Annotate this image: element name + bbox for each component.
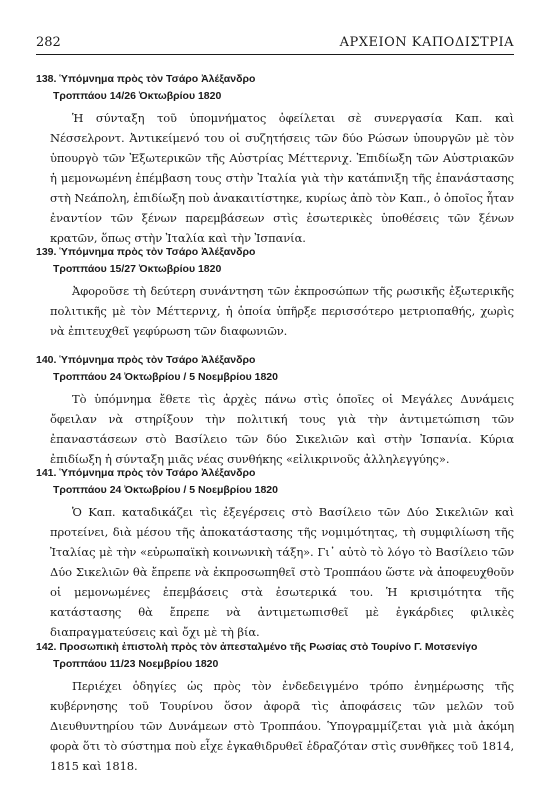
entry-heading: 141. Ὑπόμνημα πρὸς τὸν Τσάρο Ἀλέξανδρο (36, 467, 256, 479)
entry-heading: 138. Ὑπόμνημα πρὸς τὸν Τσάρο Ἀλέξανδρο (36, 73, 256, 85)
entry-142 (36, 639, 514, 776)
page-header (36, 35, 514, 50)
entry-date: Τροππάου 11/23 Νοεμβρίου 1820 (53, 658, 219, 670)
header-rule (36, 54, 514, 55)
entry-date: Τροππάου 14/26 Ὀκτωβρίου 1820 (53, 90, 222, 102)
entry-heading: 142. Προσωπικὴ ἐπιστολὴ πρὸς τὸν ἀπεσταλμένο τῆς Ρωσίας στὸ Τουρίνο Γ. Μοτσενίγο (36, 641, 478, 653)
entry-139 (36, 244, 514, 341)
entry-date: Τροππάου 24 Ὀκτωβρίου / 5 Νοεμβρίου 1820 (53, 371, 278, 383)
entry-141 (36, 465, 514, 642)
entry-heading: 139. Ὑπόμνημα πρὸς τὸν Τσάρο Ἀλέξανδρο (36, 246, 256, 258)
entry-body: Τὸ ὑπόμνημα ἔθετε τὶς ἀρχὲς πάνω στὶς ὁποῖες οἱ Μεγάλες Δυνάμεις ὄφειλαν νὰ στηρίξουν τὴν πολιτική τους γιὰ τὴν ἀντιμετώπιση τῶν ἐπαναστάσεων στὸ Βασίλειο τῶν δύο Σικελιῶν καὶ στὴν Ἰσπανία. Κύρια ἐπιδίωξη ἡ σύνταξη μιᾶς νέας συνθήκης «εἰλικρινοῦς ἀλληλεγγύης». (50, 392, 514, 466)
running-title: ΑΡΧΕΙΟΝ ΚΑΠΟΔΙΣΤΡΙΑ (339, 35, 514, 50)
entry-138 (36, 71, 514, 248)
entry-heading: 140. Ὑπόμνημα πρὸς τὸν Τσάρο Ἀλέξανδρο (36, 354, 256, 366)
entry-body: Ὁ Καπ. καταδικάζει τὶς ἐξεγέρσεις στὸ Βασίλειο τῶν Δύο Σικελιῶν καὶ προτείνει, διὰ μέσου τῆς ἀποκατάστασης τῆς νομιμότητας, τὴ συμφιλίωση τῆς Ἰταλίας μὲ τὴν «εὐρωπαϊκὴ κοινωνικὴ τάξη». Γι᾽ αὐτὸ τὸ λόγο τὸ Βασίλειο τῶν Δύο Σικελιῶν θὰ ἔπρεπε νὰ ἐκπροσωπηθεῖ στὸ Τροππάου ὥστε νὰ ἀποφευχθοῦν οἱ μεμονωμένες ἐπεμβάσεις στὰ ἐσωτερικά του. Ἡ κρισιμότητα τῆς κατάστασης θὰ ἔπρεπε νὰ ἀντιμετωπισθεῖ μὲ ἐγκάρδιες φιλικὲς διαπραγματεύσεις καὶ ὄχι μὲ τὴ βία. (50, 505, 514, 639)
entry-140 (36, 352, 514, 469)
entry-body: Περιέχει ὁδηγίες ὡς πρὸς τὸν ἐνδεδειγμένο τρόπο ἐνημέρωσης τῆς κυβέρνησης τοῦ Τουρίνου ὅσον ἀφορᾶ τὶς ἀποφάσεις τῶν μελῶν τοῦ Διευθυντηρίου τῶν Δυνάμεων στὸ Τροππάου. Ὑπογραμμίζεται γιὰ μιὰ ἀκόμη φορὰ ὅτι τὸ σύστημα ποὺ εἶχε ἐγκαθιδρυθεῖ ἑδραζόταν στὶς συνθῆκες τοῦ 1814, 1815 καὶ 1818. (50, 679, 514, 773)
entry-date: Τροππάου 15/27 Ὀκτωβρίου 1820 (53, 263, 222, 275)
entry-body: Ἡ σύνταξη τοῦ ὑπομνήματος ὀφείλεται σὲ συνεργασία Καπ. καὶ Νέσσελροντ. Ἀντικείμενό του οἱ συζητήσεις τῶν δύο Ρώσων ὑπουργῶν μὲ τὸν ὑπουργὸ τῶν Ἐξωτερικῶν τῆς Αὐστρίας Μέττερνιχ. Ἐπιδίωξη τῶν Αὐστριακῶν ἡ μεμονωμένη ἐπέμβαση τους στὴν Ἰταλία γιὰ τὴν κατάπνιξη τῆς ἐπανάστασης στὴ Νεάπολη, ἐπιδίωξη ποὺ ἀνακαιτίστηκε, κυρίως ἀπὸ τὸν Καπ., ὁ ὁποῖος ἦταν ἐναντίον τῶν ξένων παρεμβάσεων στὶς ἐσωτερικὲς ὑποθέσεις τῶν ξένων κρατῶν, ὅπως στὴν Ἰταλία καὶ τὴν Ἰσπανία. (50, 111, 514, 245)
entry-body: Ἀφοροῦσε τὴ δεύτερη συνάντηση τῶν ἐκπροσώπων τῆς ρωσικῆς ἐξωτερικῆς πολιτικῆς μὲ τὸν Μέττερνιχ, ἡ ὁποία ὑπῆρξε περισσότερο μετριοπαθής, χωρὶς νὰ ἐπιτευχθεῖ γεφύρωση τῶν διαφωνιῶν. (50, 284, 514, 338)
page-number: 282 (36, 35, 61, 50)
entry-date: Τροππάου 24 Ὀκτωβρίου / 5 Νοεμβρίου 1820 (53, 484, 278, 496)
